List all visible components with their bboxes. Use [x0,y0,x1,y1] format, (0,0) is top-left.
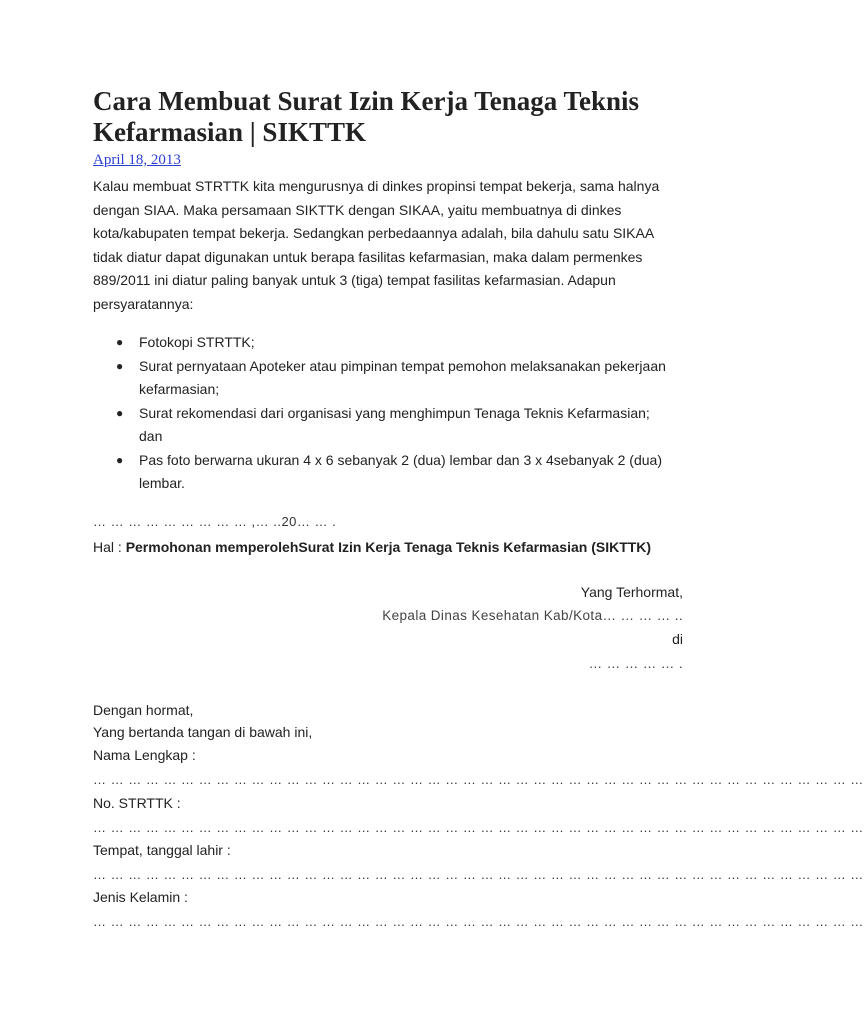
letter-subject [93,536,673,559]
list-item: ● Surat pernyataan Apoteker atau pimpinan tempat pemohon melaksanakan pekerjaan kefarmasian; [93,355,673,402]
article-title: Cara Membuat Surat Izin Kerja Tenaga Teknis Kefarmasian | SIKTTK [93,86,640,147]
field-label-birth: Tempat, tanggal lahir : [93,842,231,858]
article-intro: Kalau membuat STRTTK kita mengurusnya di dinkes propinsi tempat bekerja, sama halnya dengan SIAA. Maka persamaan SIKTTK dengan SIKAA, yaitu membuatnya di dinkes kota/kabupaten tempat bekerja. Sedangkan perbedaannya adalah, bila dahulu satu SIKAA tidak diatur dapat digunakan untuk berapa fasilitas kefarmasian, maka dalam permenkes 889/2011 ini diatur paling banyak untuk 3 (tiga) tempat fasilitas kefarmasian. Adapun persyaratannya: [93,178,660,312]
list-item: ● Pas foto berwarna ukuran 4 x 6 sebanyak 2 (dua) lembar dan 3 x 4sebanyak 2 (dua) lembar. [93,449,673,496]
field-label-gender: Jenis Kelamin : [93,889,188,905]
undersigned-line: Yang bertanda tangan di bawah ini, [93,724,313,740]
list-item: ● Surat rekomendasi dari organisasi yang menghimpun Tenaga Teknis Kefarmasian; dan [93,402,673,449]
recipient-line: Kepala Dinas Kesehatan Kab/Kota… … … … .. [382,608,683,623]
list-item: ● Fotokopi STRTTK; [93,331,673,355]
fill-line-strttk: … … … … … … … … … … … … … … … … … … … … … … … … … … … … … … … … … … … … … … … … … … … … [93,820,864,835]
greeting: Dengan hormat, [93,702,194,718]
field-label-strttk: No. STRTTK : [93,795,181,811]
fill-line-name: … … … … … … … … … … … … … … … … … … … … … … … … … … … … … … … … … … … … … … … … … … … … [93,772,864,787]
fill-line-birth: … … … … … … … … … … … … … … … … … … … … … … … … … … … … … … … … … … … … … … … … … … … … [93,867,864,882]
recipient-place: … … … … … . [588,656,683,671]
recipient-di: di [672,631,683,647]
requirements-list [93,331,673,496]
salutation-to: Yang Terhormat, [580,584,683,600]
bullet-icon: ● [116,452,124,467]
article-date-link[interactable]: April 18, 2013 [93,152,181,168]
subject-text: Permohonan memperolehSurat Izin Kerja Tenaga Teknis Kefarmasian (SIKTTK) [125,539,652,555]
letter-date-line: … … … … … … … … … ,… ..20… … . [93,514,337,529]
field-label-name: Nama Lengkap : [93,747,196,763]
subject-label: Hal : [93,539,126,555]
fill-line-gender: … … … … … … … … … … … … … … … … … … … … … … … … … … … … … … … … … … … … … … … … … … … … [93,914,864,929]
bullet-icon: ● [116,358,124,373]
bullet-icon: ● [116,405,124,420]
bullet-icon: ● [116,335,124,349]
